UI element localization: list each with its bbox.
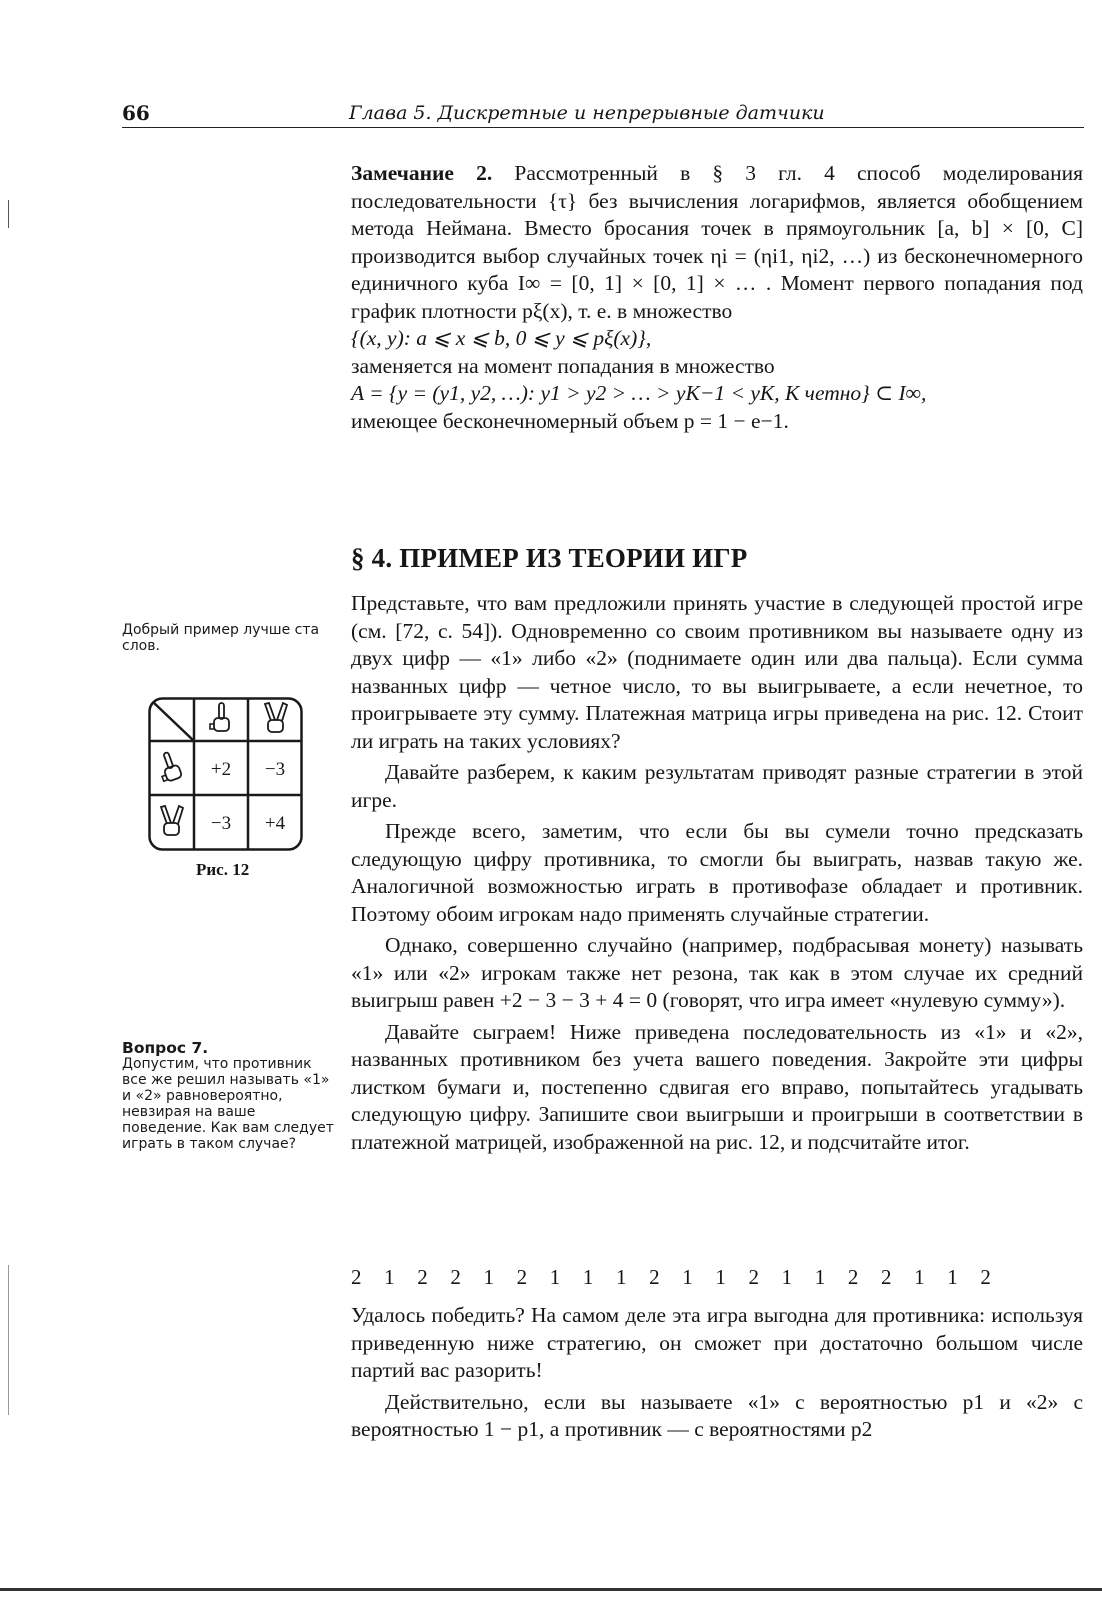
sequence-digit: 2 bbox=[748, 1265, 759, 1289]
sequence-digit: 1 bbox=[549, 1265, 561, 1289]
payoff-cell: −3 bbox=[264, 759, 286, 780]
paragraph: Давайте разберем, к каким результатам приводят разные стратегии в этой игре. bbox=[351, 760, 1083, 812]
remark-paragraph bbox=[351, 160, 1083, 325]
sequence-digit: 1 bbox=[814, 1265, 826, 1289]
sequence-digit: 1 bbox=[781, 1265, 793, 1289]
sequence-digit: 1 bbox=[715, 1265, 726, 1289]
question-title: Вопрос 7. bbox=[122, 1039, 209, 1057]
main-text-part-2 bbox=[351, 1302, 1083, 1444]
paragraph: Действительно, если вы называете «1» с вероятностью p1 и «2» с вероятностью 1 − p1, а противник — с вероятностями p2 bbox=[351, 1389, 1083, 1441]
remark-block bbox=[351, 160, 1083, 435]
formula-set-a: A = {y = (y1, y2, …): y1 > y2 > … > yK−1 < yK, K четно} ⊂ I∞, bbox=[351, 381, 927, 405]
sequence-digit: 2 bbox=[980, 1265, 991, 1289]
remark-end-text: имеющее бесконечномерный объем p = 1 − e−1. bbox=[351, 408, 789, 433]
running-title: Глава 5. Дискретные и непрерывные датчики bbox=[349, 102, 825, 124]
payoff-matrix bbox=[148, 697, 303, 851]
sequence-digit: 2 bbox=[516, 1265, 528, 1289]
sequence-digit: 1 bbox=[582, 1265, 594, 1289]
sequence-digit: 1 bbox=[616, 1265, 627, 1289]
main-text-part-1 bbox=[351, 590, 1083, 1156]
sequence-digit: 1 bbox=[682, 1265, 693, 1289]
scan-margin-mark bbox=[8, 1265, 9, 1415]
paragraph: Удалось победить? На самом деле эта игра выгодна для противника: используя приведенную ниже стратегию, он сможет при достаточно большом числе партий вас разорить! bbox=[351, 1303, 1083, 1382]
paragraph: Прежде всего, заметим, что если бы вы сумели точно предсказать следующую цифру противника, то смогли бы выиграть, назвав такую же. Аналогичной возможностью играть в противофазе обладает и противник. Поэтому обоим игрокам надо применять случайные стратегии. bbox=[351, 819, 1083, 926]
payoff-cell: +4 bbox=[264, 813, 286, 834]
question-text: Допустим, что противник все же решил называть «1» и «2» равновероятно, невзирая на ваше поведение. Как вам следует играть в таком случае? bbox=[122, 1056, 334, 1152]
sequence-digit: 2 bbox=[649, 1265, 660, 1289]
remark-text: Рассмотренный в § 3 гл. 4 способ моделирования последовательности {τ} без вычисления логарифмов, является обобщением метода Неймана. Вместо бросания точек в прямоугольник [a, b] × [0, C] производится выбор случайных точек ηi = (ηi1, ηi2, …) из бесконечномерного единичного куба I∞ = [0, 1] × [0, 1] × … . Момент первого попадания под график плотности pξ(x), т. е. в множество bbox=[351, 161, 1083, 323]
one-finger-hand-icon bbox=[210, 703, 229, 731]
sequence-digit: 2 bbox=[450, 1265, 461, 1289]
digit-sequence bbox=[351, 1265, 991, 1290]
sidebar-question bbox=[122, 1040, 336, 1152]
remark-mid-text: заменяется на момент попадания в множество bbox=[351, 353, 775, 378]
sequence-digit: 1 bbox=[914, 1265, 925, 1289]
sequence-digit: 2 bbox=[417, 1265, 428, 1289]
payoff-cell: +2 bbox=[210, 759, 232, 780]
paragraph: Давайте сыграем! Ниже приведена последовательность из «1» и «2», названных противником без учета вашего поведения. Закройте эти цифры листком бумаги и, постепенно сдвигая его вправо, попытайтесь угадывать следующую цифру. Запишите свои выигрыши и проигрыши в соответствии в платежной матрицей, изображенной на рис. 12, и подсчитайте итог. bbox=[351, 1019, 1083, 1154]
sequence-digit: 1 bbox=[483, 1265, 494, 1289]
payoff-cell: −3 bbox=[210, 813, 232, 834]
diagonal-divider bbox=[153, 702, 194, 741]
two-fingers-hand-icon bbox=[265, 703, 287, 732]
page-header bbox=[122, 101, 1084, 128]
scan-margin-mark bbox=[8, 200, 9, 228]
one-finger-hand-icon bbox=[155, 750, 182, 783]
sequence-digit: 2 bbox=[351, 1265, 362, 1289]
paragraph: Однако, совершенно случайно (например, подбрасывая монету) называть «1» или «2» игрокам также нет резона, так как в этом случае их средний выигрыш равен +2 − 3 − 3 + 4 = 0 (говорят, что игра имеет «нулевую сумму»). bbox=[351, 933, 1083, 1012]
page-bottom-edge bbox=[0, 1588, 1102, 1591]
sequence-digit: 1 bbox=[947, 1265, 958, 1289]
section-title: § 4. ПРИМЕР ИЗ ТЕОРИИ ИГР bbox=[351, 543, 748, 573]
two-fingers-hand-icon bbox=[161, 806, 183, 835]
paragraph: Представьте, что вам предложили принять участие в следующей простой игре (см. [72, с. 54]). Одновременно со своим противником вы называете одну из двух цифр — «1» либо «2» (поднимаете один или два пальца). Если сумма названных цифр — четное число, то вы выигрываете, а если нечетное, то проигрываете эту сумму. Платежная матрица игры приведена на рис. 12. Стоит ли играть на таких условиях? bbox=[351, 591, 1083, 753]
sequence-digit: 2 bbox=[847, 1265, 859, 1289]
figure-caption: Рис. 12 bbox=[196, 860, 250, 879]
sequence-digit: 2 bbox=[881, 1265, 892, 1289]
sequence-digit: 1 bbox=[384, 1265, 395, 1289]
formula-set: {(x, y): a ⩽ x ⩽ b, 0 ⩽ y ⩽ pξ(x)}, bbox=[351, 326, 652, 350]
sidebar-motto: Добрый пример лучше ста слов. bbox=[122, 622, 320, 654]
page-number: 66 bbox=[122, 101, 150, 125]
remark-label: Замечание 2. bbox=[351, 161, 493, 185]
